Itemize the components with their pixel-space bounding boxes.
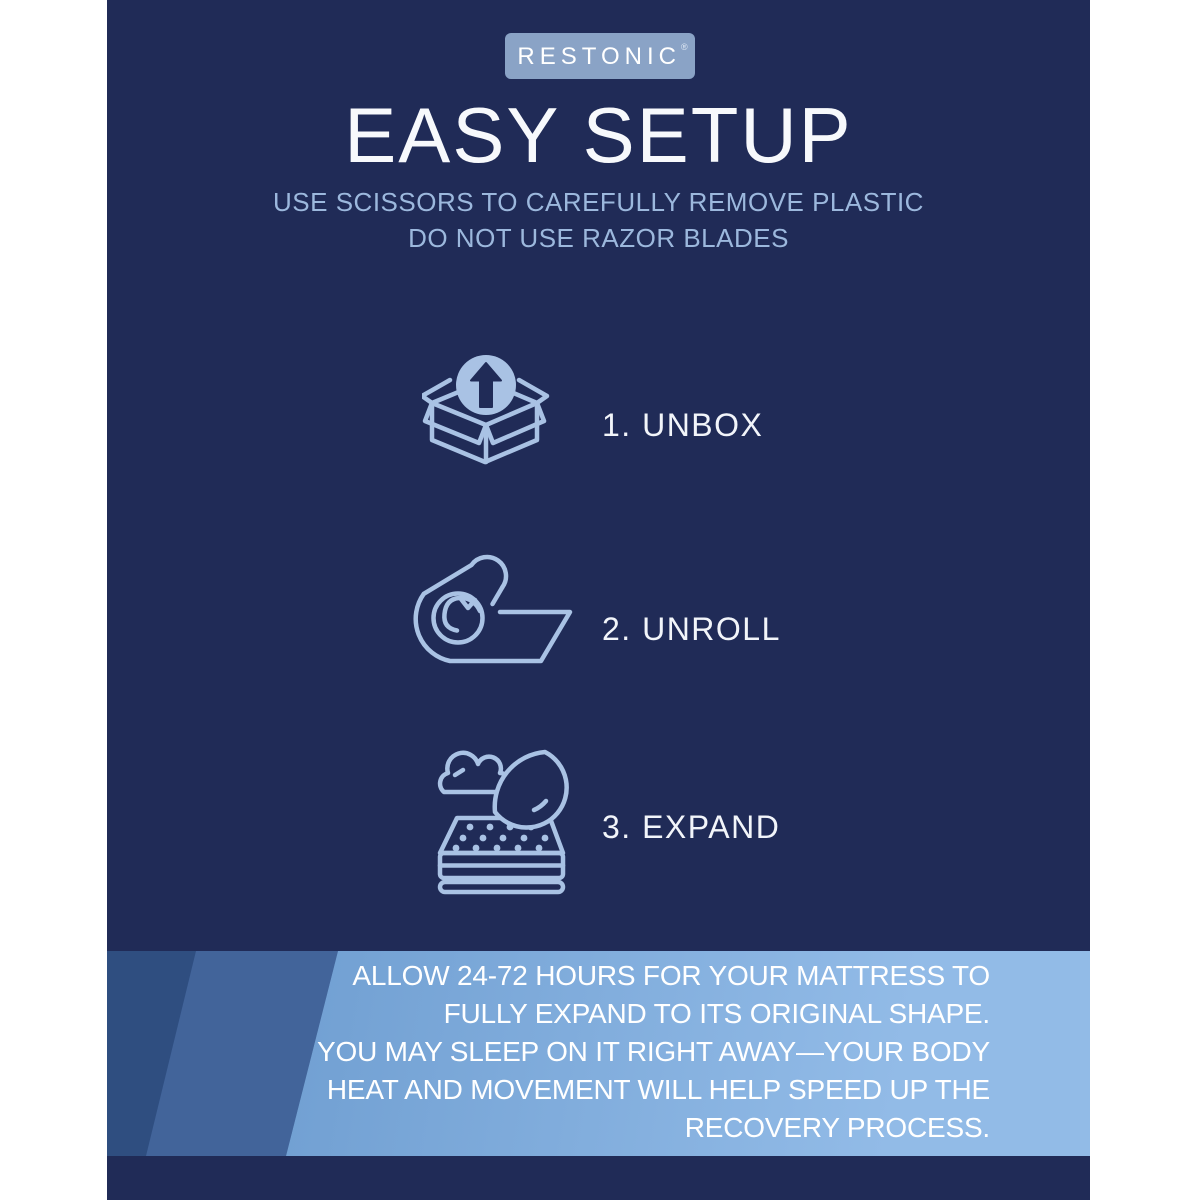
notice-line-5: RECOVERY PROCESS. — [684, 1112, 990, 1143]
mattress-shape — [440, 818, 563, 892]
page-title: EASY SETUP — [344, 91, 853, 179]
expansion-notice-text — [227, 957, 990, 1147]
step-2-label: 2. UNROLL — [602, 611, 781, 647]
step-3-label: 3. EXPAND — [602, 809, 781, 845]
unroll-icon — [413, 554, 573, 669]
unbox-icon — [422, 352, 552, 482]
notice-line-1: ALLOW 24-72 HOURS FOR YOUR MATTRESS TO — [352, 960, 990, 991]
warning-line-2: DO NOT USE RAZOR BLADES — [408, 223, 789, 253]
step-1-label: 1. UNBOX — [602, 407, 764, 443]
brand-badge — [505, 33, 695, 79]
warning-line-1: USE SCISSORS TO CAREFULLY REMOVE PLASTIC — [273, 187, 924, 217]
moon-icon — [495, 752, 567, 828]
expand-icon — [415, 744, 575, 896]
notice-line-3: YOU MAY SLEEP ON IT RIGHT AWAY—YOUR BODY — [317, 1036, 990, 1067]
setup-warning-text — [107, 184, 1090, 256]
notice-line-4: HEAT AND MOVEMENT WILL HELP SPEED UP THE — [326, 1074, 990, 1105]
registered-mark-icon: ® — [680, 41, 688, 52]
brand-name: RESTONIC® — [517, 41, 688, 70]
navy-card — [107, 0, 1090, 1200]
notice-line-2: FULLY EXPAND TO ITS ORIGINAL SHAPE. — [443, 998, 990, 1029]
footer-banner — [107, 951, 1090, 1156]
